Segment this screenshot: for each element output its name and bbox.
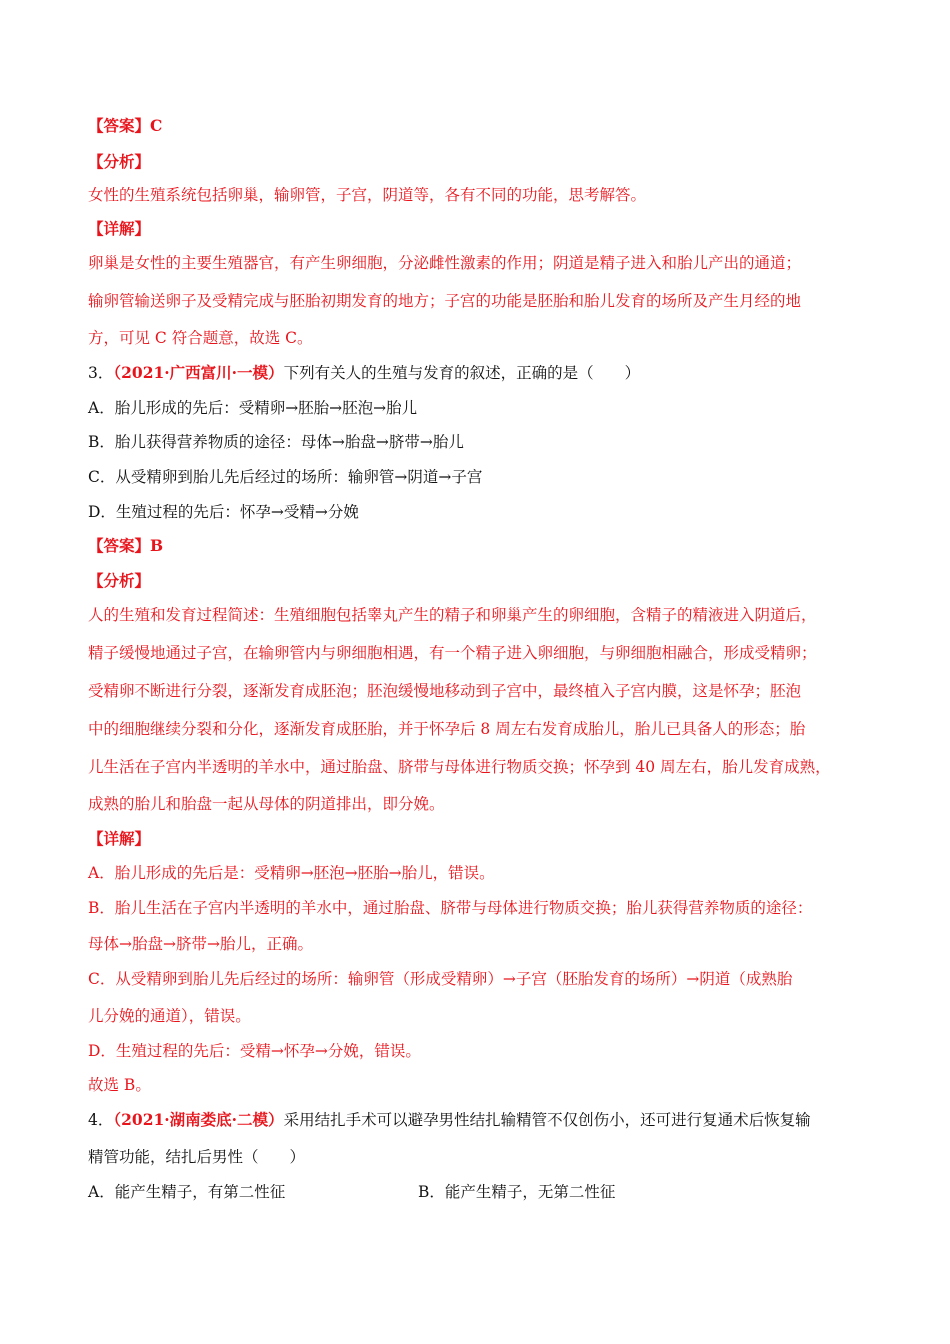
detail-line: C．从受精卵到胎儿先后经过的场所：输卵管（形成受精卵）→子宫（胚胎发育的场所）→阴道（成熟胎 — [88, 970, 793, 988]
question-source: （2021·广西富川·一模） — [113, 363, 284, 382]
analysis-label: 【分析】 — [88, 152, 151, 171]
detail-label: 【详解】 — [88, 829, 151, 848]
question-text-continued: 精管功能，结扎后男性（ ） — [88, 1148, 306, 1166]
detail-label: 【详解】 — [88, 219, 151, 238]
analysis-line: 中的细胞继续分裂和分化，逐渐发育成胚胎，并于怀孕后 8 周左右发育成胎儿，胎儿已具备人的形态；胎 — [88, 720, 806, 738]
detail-line: B．胎儿生活在子宫内半透明的羊水中，通过胎盘、脐带与母体进行物质交换；胎儿获得营养物质的途径： — [88, 899, 813, 917]
question-number: 4． — [88, 1111, 114, 1129]
option-a: A．胎儿形成的先后：受精卵→胚胎→胚泡→胎儿 — [88, 399, 418, 417]
question-number: 3． — [88, 364, 114, 382]
detail-line: 输卵管输送卵子及受精完成与胚胎初期发育的地方；子宫的功能是胚胎和胎儿发育的场所及产生月经的地 — [88, 292, 802, 310]
option-d: D．生殖过程的先后：怀孕→受精→分娩 — [88, 503, 359, 521]
analysis-line: 受精卵不断进行分裂，逐渐发育成胚泡；胚泡缓慢地移动到子宫中，最终植入子宫内膜，这是怀孕；胚泡 — [88, 682, 802, 700]
analysis-line: 人的生殖和发育过程简述：生殖细胞包括睾丸产生的精子和卵巢产生的卵细胞，含精子的精液进入阴道后， — [88, 606, 817, 624]
option-a: A．能产生精子，有第二性征 — [88, 1183, 286, 1201]
answer-label: 【答案】B — [88, 536, 164, 555]
detail-line: 方，可见 C 符合题意，故选 C。 — [88, 329, 313, 347]
detail-line: 母体→胎盘→脐带→胎儿，正确。 — [88, 935, 313, 953]
analysis-text: 女性的生殖系统包括卵巢，输卵管，子宫，阴道等，各有不同的功能，思考解答。 — [88, 186, 647, 204]
question-source: （2021·湖南娄底·二模） — [113, 1110, 284, 1129]
option-c: C．从受精卵到胎儿先后经过的场所：输卵管→阴道→子宫 — [88, 468, 483, 486]
question-3-stem — [88, 362, 640, 384]
detail-line: A．胎儿形成的先后是：受精卵→胚泡→胚胎→胎儿，错误。 — [88, 864, 495, 882]
option-b: B．胎儿获得营养物质的途径：母体→胎盘→脐带→胎儿 — [88, 433, 464, 451]
answer-label: 【答案】C — [88, 116, 163, 135]
question-4-stem — [88, 1109, 811, 1131]
analysis-label: 【分析】 — [88, 571, 151, 590]
detail-line: D．生殖过程的先后：受精→怀孕→分娩，错误。 — [88, 1042, 421, 1060]
detail-line: 卵巢是女性的主要生殖器官，有产生卵细胞，分泌雌性激素的作用；阴道是精子进入和胎儿产出的通道； — [88, 254, 802, 272]
analysis-line: 精子缓慢地通过子宫，在输卵管内与卵细胞相遇，有一个精子进入卵细胞，与卵细胞相融合，形成受精卵； — [88, 644, 817, 662]
option-b: B．能产生精子，无第二性征 — [418, 1183, 616, 1201]
conclusion: 故选 B。 — [88, 1076, 151, 1094]
analysis-line: 成熟的胎儿和胎盘一起从母体的阴道排出，即分娩。 — [88, 795, 445, 813]
question-text: 采用结扎手术可以避孕男性结扎输精管不仅创伤小，还可进行复通术后恢复输 — [283, 1111, 811, 1129]
detail-line: 儿分娩的通道），错误。 — [88, 1007, 251, 1025]
analysis-line: 儿生活在子宫内半透明的羊水中，通过胎盘、脐带与母体进行物质交换；怀孕到 40 周左右，胎儿发育成熟， — [88, 758, 831, 776]
question-text: 下列有关人的生殖与发育的叙述，正确的是（ ） — [283, 364, 641, 382]
